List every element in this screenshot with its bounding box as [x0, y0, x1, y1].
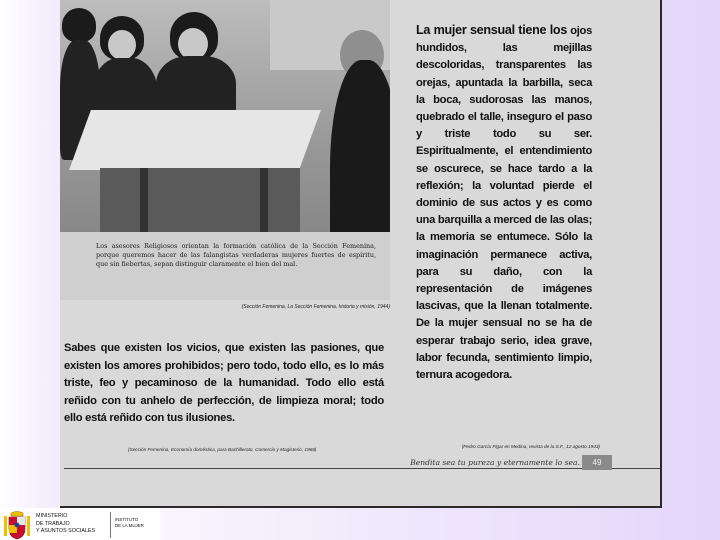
quote-bottom-source: (Sección Femenina, Economía doméstica, para Bachillerato, Comercio y Magisterio, 1968) [128, 447, 317, 452]
photo-desk-front [100, 168, 300, 238]
quote-right-source: (Pedro García Figar en Medina, revista de la S.F., 12 agosto 1943) [461, 444, 600, 449]
photo-figure-face [108, 30, 136, 60]
ministry-logo-bar [0, 508, 160, 540]
coat-of-arms-icon [3, 510, 31, 540]
ministry-line: Y ASUNTOS SOCIALES [36, 528, 96, 535]
ministry-line: MINISTERIO [36, 513, 68, 519]
quote-right-body: ojos hundidos, las mejillas descoloridas, transparentes las orejas, apuntada la barbilla, seca la boca, sudorosas las manos, quebrado el talle, inseguro el paso y triste todo su ser. Espiritualmente, el entendimiento se oscurece, se hace tardo a la reflexión; la voluntad pierde el dominio de sus actos y es como una barquilla a merced de las olas; la memoria se entumece. Sólo la imaginación permanece activa, para su daño, con la representación de imágenes lascivas, que la llenan totalmente. De la mujer sensual no se ha de esperar trabajo serio, idea grave, labor fecunda, sentimiento limpio, ternura acogedora. [416, 25, 592, 382]
left-margin [0, 0, 60, 540]
ministry-line: DE TRABAJO [36, 520, 70, 527]
ministry-name [36, 513, 116, 536]
logo-divider [110, 512, 111, 538]
footer-motto: Bendita sea tu pureza y eternamente lo sea. [410, 458, 580, 467]
photo-caption: Los asesores Religiosos orientan la formación católica de la Sección Femenina, porque queremos hacer de las falangistas verdaderas mujeres fuertes de espíritu, que sin fiebertas, sepan distinguir claramente el bien del mal. [96, 242, 376, 269]
footer-rule [64, 468, 662, 469]
photo-figure-hair [62, 8, 96, 42]
quote-bottom: Sabes que existen los vicios, que existen las pasiones, que existen los amores prohibidos; pero todo, todo ello, es lo más triste, feo y pecaminoso de la humanidad. Todo ello está reñido con tu anhelo de perfección, de limpieza moral; todo ello está reñido con tus ilusiones. [64, 342, 384, 424]
institute-line: INSTITUTO [115, 517, 139, 522]
scanned-page [60, 0, 662, 508]
quote-right-first-line: La mujer sensual tiene los [416, 23, 568, 37]
photo-source: (Sección Femenina, La Sección Femenina, historia y misión, 1944) [241, 304, 390, 310]
institute-line: DE LA MUJER [115, 523, 144, 528]
quote-right [416, 22, 592, 384]
photo-desk [69, 110, 321, 170]
institute-name [115, 517, 160, 529]
page-number: 49 [582, 455, 612, 470]
